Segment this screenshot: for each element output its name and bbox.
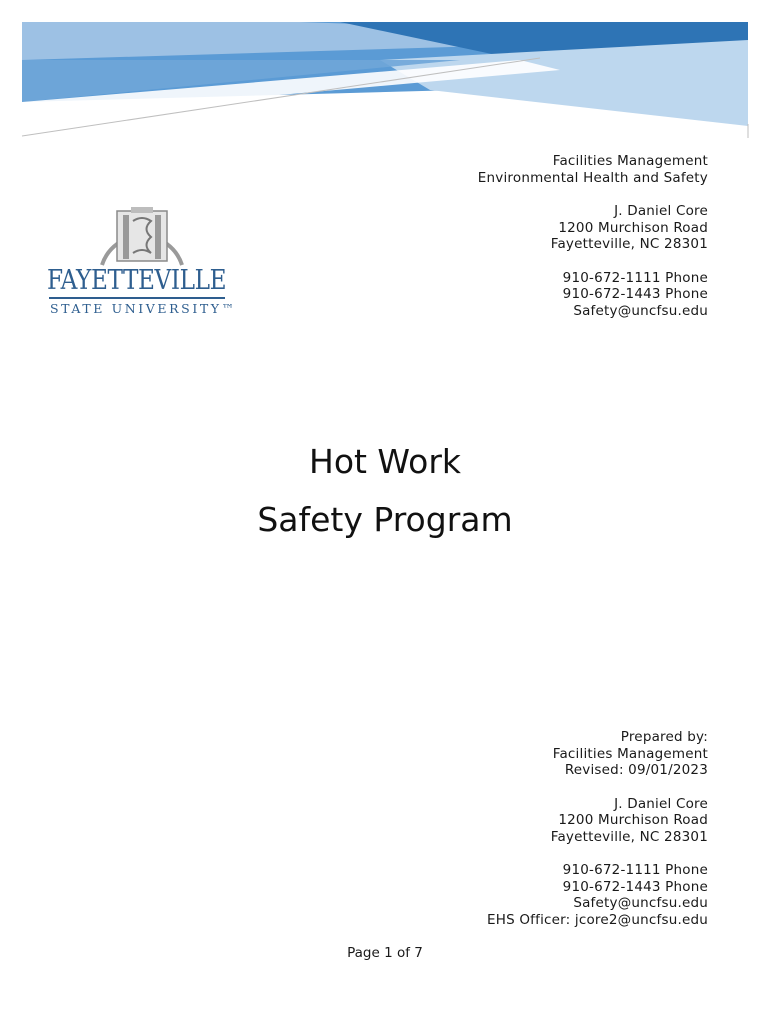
department-label: Facilities Management [552,153,708,169]
prepared-address-line-2: Fayetteville, NC 28301 [550,828,708,845]
ehs-officer: EHS Officer: jcore2@uncfsu.edu [487,911,708,928]
address-line-2: Fayetteville, NC 28301 [550,236,708,252]
address-line-1: 1200 Murchison Road [558,219,708,236]
prepared-contact-name: J. Daniel Core [614,795,708,812]
revision-date: Revised: 09/01/2023 [564,762,708,778]
logo-divider [49,297,225,299]
prepared-phone-1: 910-672-1111 Phone [562,862,708,878]
prepared-by-block [328,729,708,928]
prepared-phone-2: 910-672-1443 Phone [562,878,708,895]
logo-wordmark: FAYETTEVILLE [47,265,227,296]
prepared-by-department: Facilities Management [552,745,708,762]
header-contact-block [348,153,708,319]
contact-name: J. Daniel Core [614,203,708,219]
document-title-line-1: Hot Work [309,442,461,481]
university-logo [47,205,237,325]
logo-subtitle: STATE UNIVERSITY™ [50,301,237,316]
page-number: Page 1 of 7 [347,945,423,961]
division-label: Environmental Health and Safety [477,169,708,186]
document-title-line-2: Safety Program [257,500,513,539]
phone-1: 910-672-1111 Phone [562,269,708,286]
prepared-by-label: Prepared by: [620,729,708,745]
prepared-address-line-1: 1200 Murchison Road [558,812,708,828]
header-banner [0,0,770,145]
email-address: Safety@uncfsu.edu [573,302,708,319]
seal-icon [47,205,237,267]
prepared-email: Safety@uncfsu.edu [573,895,708,911]
phone-2: 910-672-1443 Phone [562,286,708,302]
